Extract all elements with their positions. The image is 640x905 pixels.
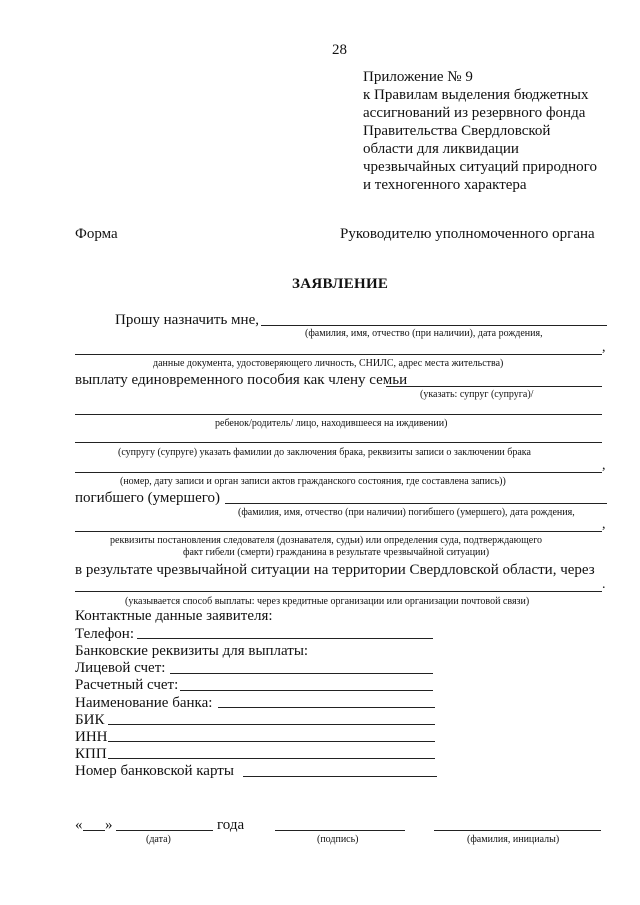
form-label: Форма xyxy=(75,226,118,242)
hint-fio-birth: (фамилия, имя, отчество (при наличии), дата рождения, xyxy=(305,328,543,339)
bik-field[interactable] xyxy=(108,724,435,725)
period: . xyxy=(602,577,606,592)
appendix-line: к Правилам выделения бюджетных xyxy=(363,87,589,103)
signature-field[interactable] xyxy=(275,830,405,831)
hint-fact: факт гибели (смерти) гражданина в результате чрезвычайной ситуации) xyxy=(183,547,490,558)
comma: , xyxy=(602,340,606,355)
appendix-line: и техногенного характера xyxy=(363,177,527,193)
applicant-field-line-2[interactable] xyxy=(75,354,602,355)
contacts-heading: Контактные данные заявителя: xyxy=(75,608,273,624)
name-hint: (фамилия, инициалы) xyxy=(467,834,560,845)
hint-payment-method: (указывается способ выплаты: через кредитные организации или организации почтовой связи) xyxy=(125,596,530,607)
hint-spouse: (указать: супруг (супруга)/ xyxy=(420,389,534,400)
settlement-account-field[interactable] xyxy=(180,690,433,691)
phone-field[interactable] xyxy=(137,638,433,639)
comma: , xyxy=(602,517,606,532)
phone-label: Телефон: xyxy=(75,626,134,642)
page-number: 28 xyxy=(332,42,347,58)
payment-method-field-line[interactable] xyxy=(75,591,602,592)
emergency-line: в результате чрезвычайной ситуации на территории Свердловской области, через xyxy=(75,562,595,578)
hint-child: ребенок/родитель/ лицо, находившееся на иждивении) xyxy=(215,418,448,429)
bank-name-label: Наименование банка: xyxy=(75,695,213,711)
comma: , xyxy=(602,458,606,473)
hint-deceased: (фамилия, имя, отчество (при наличии) погибшего (умершего), дата рождения, xyxy=(238,507,575,518)
month-year-field[interactable] xyxy=(116,830,213,831)
appendix-block xyxy=(363,68,597,194)
kpp-label: КПП xyxy=(75,746,107,762)
bank-name-field[interactable] xyxy=(218,707,435,708)
request-prefix: Прошу назначить мне, xyxy=(115,312,259,328)
deceased-prefix: погибшего (умершего) xyxy=(75,490,221,506)
deceased-field-line[interactable] xyxy=(225,503,607,504)
personal-account-label: Лицевой счет: xyxy=(75,660,166,676)
document-title: ЗАЯВЛЕНИЕ xyxy=(292,276,389,292)
appendix-line: ассигнований из резервного фонда xyxy=(363,105,586,121)
addressee: Руководителю уполномоченного органа xyxy=(340,226,595,242)
payment-line: выплату единовременного пособия как члену семьи xyxy=(75,372,408,388)
bik-label: БИК xyxy=(75,712,105,728)
hint-registry: (номер, дату записи и орган записи актов гражданского состояния, где составлена запись)) xyxy=(120,476,506,487)
hint-document: данные документа, удостоверяющего личность, СНИЛС, адрес места жительства) xyxy=(153,358,504,369)
card-number-field[interactable] xyxy=(243,776,437,777)
appendix-line: Правительства Свердловской xyxy=(363,123,551,139)
date-hint: (дата) xyxy=(146,834,171,845)
bank-heading: Банковские реквизиты для выплаты: xyxy=(75,643,309,659)
hint-investigation: реквизиты постановления следователя (дознавателя, судьи) или определения суда, подтверждающего xyxy=(110,535,543,546)
appendix-line: чрезвычайных ситуаций природного xyxy=(363,159,597,175)
appendix-line: области для ликвидации xyxy=(363,141,519,157)
relation-field-line[interactable] xyxy=(386,386,602,387)
applicant-field-line[interactable] xyxy=(261,325,607,326)
appendix-line: Приложение № 9 xyxy=(363,69,473,85)
name-initials-field[interactable] xyxy=(434,830,601,831)
inn-label: ИНН xyxy=(75,729,108,745)
deceased-field-line-2[interactable] xyxy=(75,531,602,532)
quote-close: » xyxy=(105,817,113,833)
signature-hint: (подпись) xyxy=(317,834,359,845)
hint-marriage: (супругу (супруге) указать фамилии до заключения брака, реквизиты записи о заключении брака xyxy=(118,447,531,458)
kpp-field[interactable] xyxy=(108,758,435,759)
year-word: года xyxy=(217,817,245,833)
quote-open: « xyxy=(75,817,83,833)
card-number-label: Номер банковской карты xyxy=(75,763,234,779)
settlement-account-label: Расчетный счет: xyxy=(75,677,179,693)
inn-field[interactable] xyxy=(108,741,435,742)
personal-account-field[interactable] xyxy=(170,673,433,674)
marriage-field-line[interactable] xyxy=(75,442,602,443)
registry-field-line[interactable] xyxy=(75,472,602,473)
relation-field-line-2[interactable] xyxy=(75,414,602,415)
day-field[interactable] xyxy=(83,830,105,831)
